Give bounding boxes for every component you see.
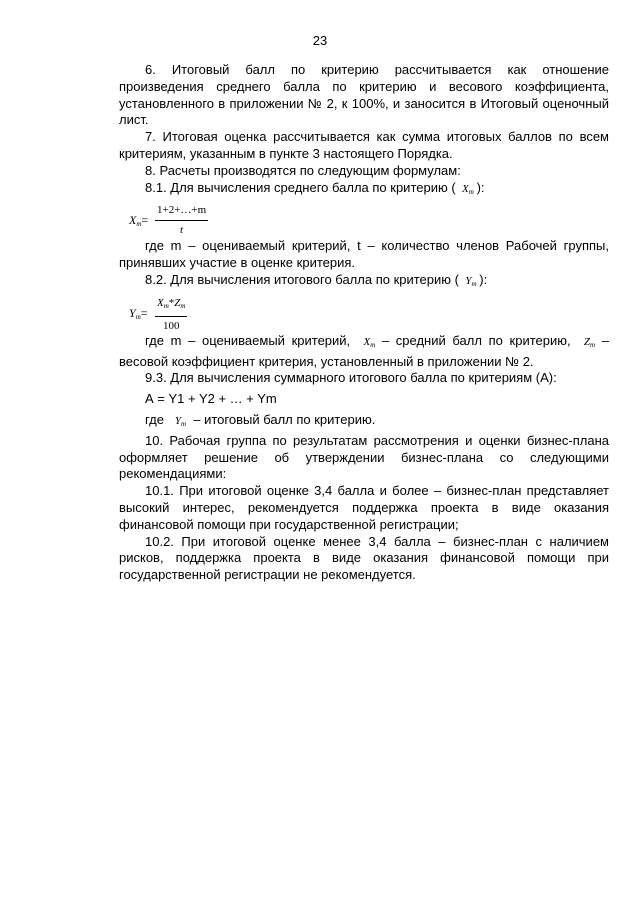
formula-1-subscript: m — [136, 220, 142, 229]
inline-symbol-xm — [459, 183, 476, 195]
formula-mean-score — [119, 200, 609, 238]
subscript-m: m — [468, 187, 474, 196]
paragraph-8-2-prefix: 8.2. Для вычисления итогового балла по критерию ( — [145, 271, 459, 287]
formula-2-denominator: 100 — [162, 319, 180, 332]
paragraph-6: 6. Итоговый балл по критерию рассчитывается как отношение произведения среднего балла по критерию и весового коэффициента, установленного в приложении № 2, к 100%, и заносится в Итоговый оценочный лист. — [119, 62, 609, 128]
formula-2-num-x: X — [157, 296, 164, 309]
subscript-m-2: m — [471, 279, 477, 288]
subscript-m-3: m — [370, 340, 376, 349]
where-82-part1: где m – оцениваемый критерий, — [145, 332, 351, 348]
where-82-part4: весовой коэффициент критерия, установленный в приложении № 2. — [119, 353, 534, 369]
paragraph-10: 10. Рабочая группа по результатам рассмотрения и оценки бизнес-плана оформляет решение об утверждении бизнес-плана со следующими рекомендациями: — [119, 432, 609, 482]
formula-final-score — [119, 293, 609, 333]
paragraph-10-2: 10.2. При итоговой оценке менее 3,4 балла – бизнес-план с наличием рисков, поддержка проекта в виде оказания финансовой помощи при государственной регистрации не рекомендуется. — [119, 533, 609, 583]
paragraph-8-1 — [119, 180, 609, 201]
inline-symbol-xm-2 — [363, 336, 375, 348]
paragraph-8-1-suffix: ): — [476, 179, 485, 195]
symbol-z: Z — [583, 335, 591, 348]
paragraph-8-2-where — [119, 333, 609, 371]
paragraph-8: 8. Расчеты производятся по следующим формулам: — [145, 162, 461, 178]
inline-symbol-ym-2 — [175, 415, 186, 427]
formula-2-lhs — [129, 305, 148, 326]
formula-2-subscript: m — [135, 312, 141, 321]
subscript-m-4: m — [590, 340, 596, 349]
formula-2-fraction — [155, 295, 187, 335]
formula-2-equals: = — [140, 305, 148, 320]
formula-2-num-xsub: m — [163, 301, 169, 310]
where-93-text: – итоговый балл по критерию. — [193, 411, 376, 427]
formula-2-num-z: Z — [174, 296, 181, 309]
formula-1-symbol: X — [129, 213, 137, 228]
paragraph-9-3-where — [119, 412, 609, 433]
page-number: 23 — [312, 33, 328, 48]
where-word: где — [145, 411, 164, 427]
where-82-part3: – — [601, 332, 609, 348]
inline-symbol-ym — [463, 275, 480, 287]
formula-2-symbol: Y — [129, 305, 136, 320]
formula-1-equals: = — [141, 213, 149, 228]
symbol-y-2: Y — [174, 414, 181, 427]
inline-symbol-zm — [584, 336, 595, 348]
sum-formula: А = Y1 + Y2 + … + Ym — [145, 391, 277, 407]
formula-1-denominator: t — [180, 224, 184, 237]
symbol-y: Y — [465, 274, 472, 287]
formula-1-numerator: 1+2+…+m — [155, 202, 208, 221]
formula-1-lhs — [129, 212, 148, 233]
formula-1-fraction — [155, 202, 208, 239]
paragraph-8-1-prefix: 8.1. Для вычисления среднего балла по критерию ( — [145, 179, 456, 195]
paragraph-9-3: 9.3. Для вычисления суммарного итогового балла по критериям (А): — [145, 370, 557, 386]
document-body — [119, 62, 609, 584]
where-82-part2: – средний балл по критерию, — [381, 332, 571, 348]
paragraph-8-1-where: где m – оцениваемый критерий, t – количество членов Рабочей группы, принявших участие в оценке критерия. — [119, 238, 609, 271]
paragraph-10-1: 10.1. При итоговой оценке 3,4 балла и более – бизнес-план представляет высокий интерес, рекомендуется поддержка проекта в виде оказания финансовой помощи при государственной регистрации; — [119, 483, 609, 532]
formula-2-mult: * — [168, 296, 175, 309]
paragraph-8-2 — [119, 272, 609, 293]
formula-2-num-zsub: m — [180, 301, 186, 310]
symbol-x-2: X — [363, 335, 371, 348]
paragraph-7: 7. Итоговая оценка рассчитывается как сумма итоговых баллов по всем критериям, указанным в пункте 3 настоящего Порядка. — [119, 129, 609, 161]
formula-2-numerator — [155, 295, 187, 317]
subscript-m-5: m — [180, 419, 187, 428]
symbol-x: X — [462, 182, 469, 195]
paragraph-8-2-suffix: ): — [479, 271, 488, 287]
